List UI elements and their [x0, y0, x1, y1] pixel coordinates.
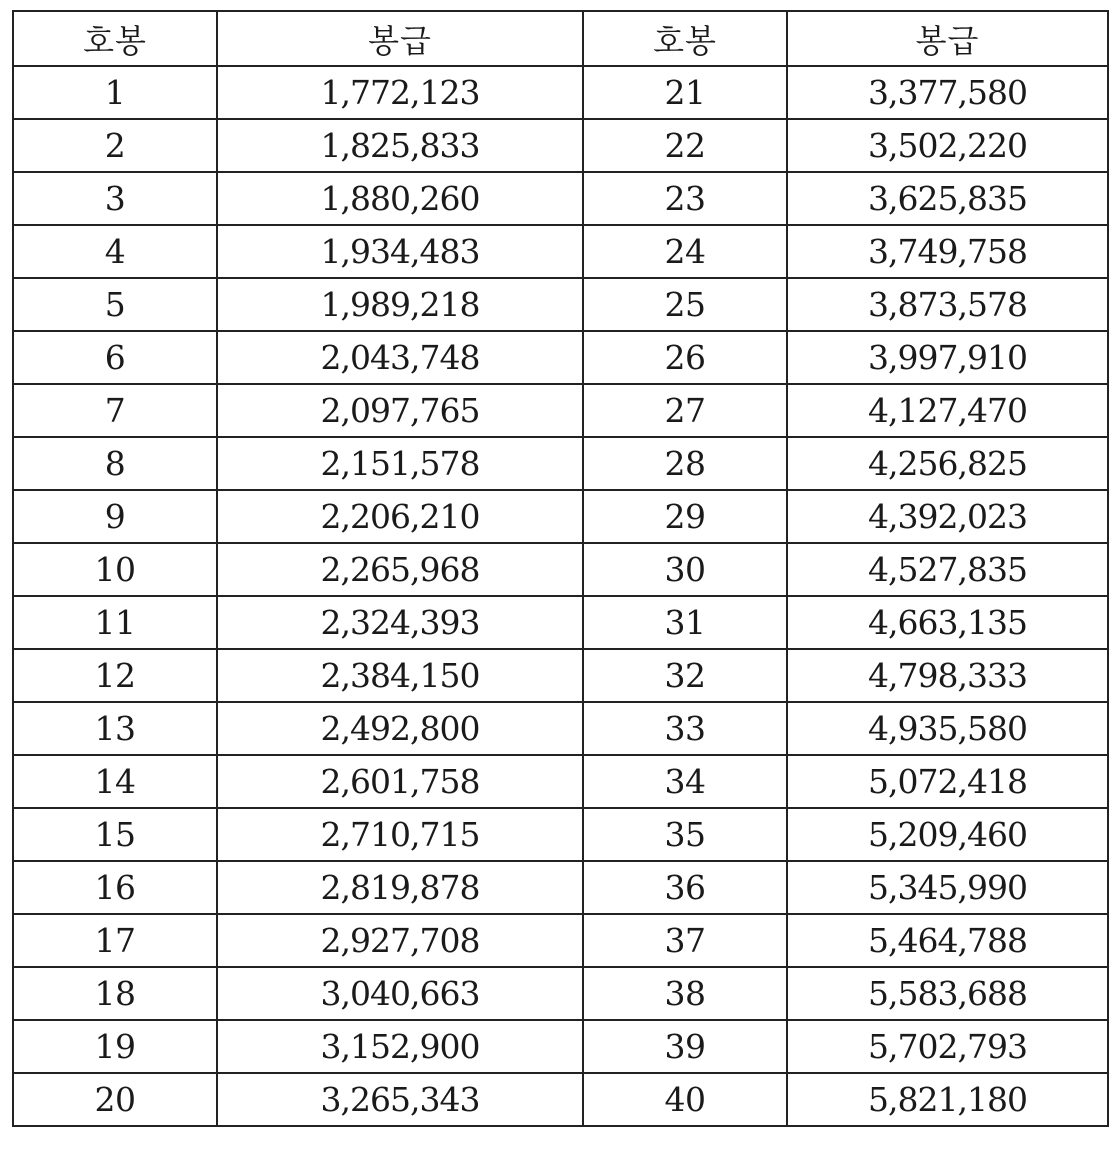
step-right-cell: 37	[583, 914, 787, 967]
step-left-cell: 4	[13, 225, 217, 278]
salary-right-cell: 4,392,023	[787, 490, 1108, 543]
step-left-cell: 11	[13, 596, 217, 649]
table-row	[13, 437, 1108, 490]
table-row	[13, 649, 1108, 702]
step-right-cell: 39	[583, 1020, 787, 1073]
salary-right-cell: 5,702,793	[787, 1020, 1108, 1073]
salary-left-cell: 1,772,123	[217, 66, 583, 119]
salary-left-cell: 2,043,748	[217, 331, 583, 384]
salary-right-cell: 5,464,788	[787, 914, 1108, 967]
salary-left-cell: 3,152,900	[217, 1020, 583, 1073]
step-left-cell: 2	[13, 119, 217, 172]
table-row	[13, 119, 1108, 172]
salary-table	[12, 10, 1109, 1127]
step-right-cell: 30	[583, 543, 787, 596]
salary-right-cell: 4,663,135	[787, 596, 1108, 649]
step-right-cell: 40	[583, 1073, 787, 1126]
step-left-cell: 17	[13, 914, 217, 967]
step-right-cell: 29	[583, 490, 787, 543]
table-row	[13, 225, 1108, 278]
salary-left-cell: 2,384,150	[217, 649, 583, 702]
step-left-cell: 3	[13, 172, 217, 225]
step-left-cell: 20	[13, 1073, 217, 1126]
salary-left-cell: 2,710,715	[217, 808, 583, 861]
step-left-cell: 13	[13, 702, 217, 755]
step-left-cell: 5	[13, 278, 217, 331]
salary-left-cell: 2,324,393	[217, 596, 583, 649]
step-right-cell: 28	[583, 437, 787, 490]
salary-left-cell: 2,265,968	[217, 543, 583, 596]
salary-left-cell: 2,151,578	[217, 437, 583, 490]
table-row	[13, 1073, 1108, 1126]
step-left-cell: 7	[13, 384, 217, 437]
salary-right-cell: 3,749,758	[787, 225, 1108, 278]
salary-right-cell: 3,873,578	[787, 278, 1108, 331]
salary-right-cell: 4,127,470	[787, 384, 1108, 437]
table-row	[13, 66, 1108, 119]
salary-right-cell: 4,527,835	[787, 543, 1108, 596]
salary-right-cell: 5,821,180	[787, 1073, 1108, 1126]
salary-left-cell: 1,880,260	[217, 172, 583, 225]
step-right-cell: 36	[583, 861, 787, 914]
step-right-cell: 33	[583, 702, 787, 755]
salary-left-cell: 3,265,343	[217, 1073, 583, 1126]
salary-left-cell: 1,989,218	[217, 278, 583, 331]
table-row	[13, 702, 1108, 755]
table-body	[13, 66, 1108, 1126]
salary-left-cell: 2,601,758	[217, 755, 583, 808]
step-right-cell: 35	[583, 808, 787, 861]
step-right-cell: 32	[583, 649, 787, 702]
step-left-cell: 6	[13, 331, 217, 384]
step-right-cell: 31	[583, 596, 787, 649]
step-right-cell: 34	[583, 755, 787, 808]
table-row	[13, 331, 1108, 384]
table-row	[13, 490, 1108, 543]
step-right-cell: 21	[583, 66, 787, 119]
table-row	[13, 278, 1108, 331]
step-right-cell: 25	[583, 278, 787, 331]
step-left-cell: 16	[13, 861, 217, 914]
salary-right-cell: 5,345,990	[787, 861, 1108, 914]
step-left-cell: 18	[13, 967, 217, 1020]
table-row	[13, 967, 1108, 1020]
header-step-right: 호봉	[583, 11, 787, 66]
step-right-cell: 24	[583, 225, 787, 278]
table-row	[13, 755, 1108, 808]
salary-left-cell: 2,097,765	[217, 384, 583, 437]
step-left-cell: 19	[13, 1020, 217, 1073]
salary-left-cell: 2,927,708	[217, 914, 583, 967]
step-left-cell: 8	[13, 437, 217, 490]
header-row	[13, 11, 1108, 66]
salary-left-cell: 2,819,878	[217, 861, 583, 914]
step-left-cell: 15	[13, 808, 217, 861]
step-right-cell: 22	[583, 119, 787, 172]
header-salary-left: 봉급	[217, 11, 583, 66]
salary-left-cell: 2,492,800	[217, 702, 583, 755]
salary-left-cell: 2,206,210	[217, 490, 583, 543]
salary-right-cell: 3,377,580	[787, 66, 1108, 119]
step-left-cell: 1	[13, 66, 217, 119]
salary-right-cell: 5,583,688	[787, 967, 1108, 1020]
step-left-cell: 9	[13, 490, 217, 543]
table-row	[13, 172, 1108, 225]
step-right-cell: 27	[583, 384, 787, 437]
table-row	[13, 596, 1108, 649]
step-left-cell: 14	[13, 755, 217, 808]
salary-left-cell: 1,825,833	[217, 119, 583, 172]
salary-left-cell: 3,040,663	[217, 967, 583, 1020]
step-right-cell: 23	[583, 172, 787, 225]
table-row	[13, 861, 1108, 914]
table-row	[13, 1020, 1108, 1073]
salary-right-cell: 3,625,835	[787, 172, 1108, 225]
step-right-cell: 38	[583, 967, 787, 1020]
step-left-cell: 12	[13, 649, 217, 702]
step-left-cell: 10	[13, 543, 217, 596]
table-row	[13, 384, 1108, 437]
header-step-left: 호봉	[13, 11, 217, 66]
salary-left-cell: 1,934,483	[217, 225, 583, 278]
salary-right-cell: 4,256,825	[787, 437, 1108, 490]
table-row	[13, 808, 1108, 861]
salary-right-cell: 4,798,333	[787, 649, 1108, 702]
table-header	[13, 11, 1108, 66]
salary-right-cell: 5,209,460	[787, 808, 1108, 861]
table-row	[13, 914, 1108, 967]
table-row	[13, 543, 1108, 596]
salary-right-cell: 3,502,220	[787, 119, 1108, 172]
step-right-cell: 26	[583, 331, 787, 384]
salary-right-cell: 3,997,910	[787, 331, 1108, 384]
salary-right-cell: 5,072,418	[787, 755, 1108, 808]
salary-right-cell: 4,935,580	[787, 702, 1108, 755]
header-salary-right: 봉급	[787, 11, 1108, 66]
